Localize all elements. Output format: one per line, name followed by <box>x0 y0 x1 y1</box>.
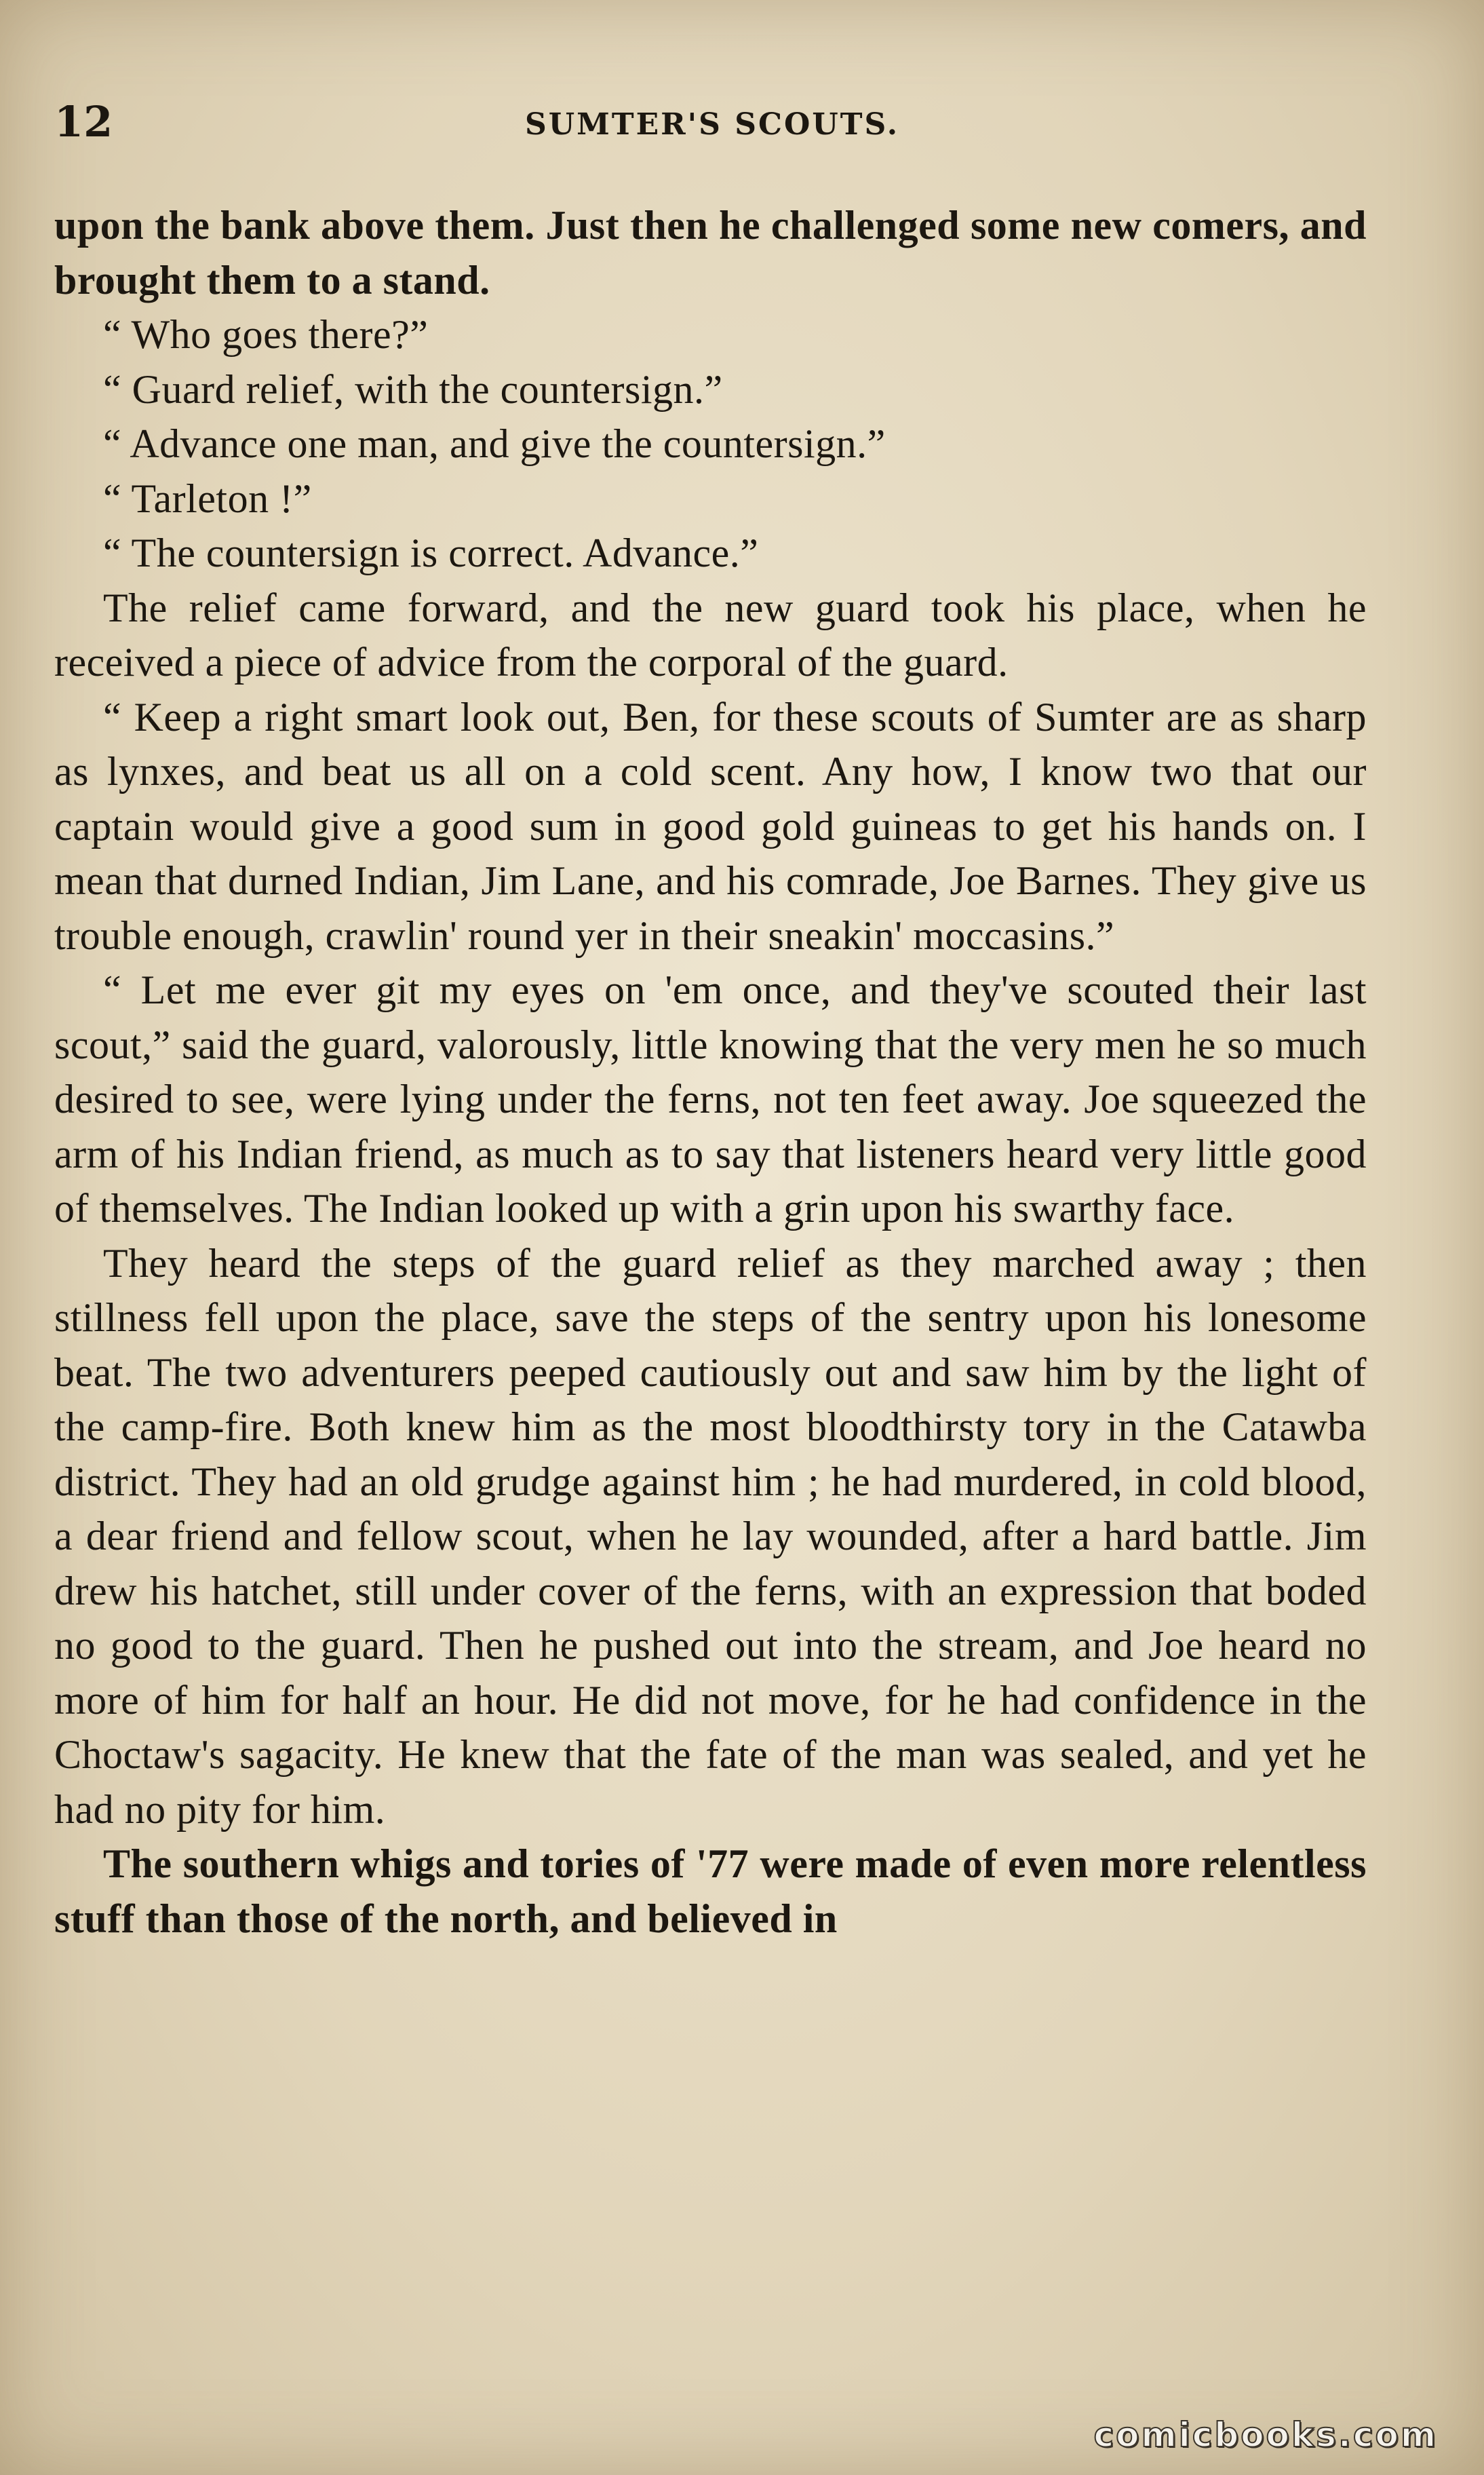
paragraph-6: “ The countersign is correct. Advance.” <box>103 531 759 575</box>
paragraph-9: “ Let me ever git my eyes on 'em once, and they've scouted their last scout,” said the guard, valorously, little knowing that the very men he so much desired to see, were lying under the ferns, not ten feet away. Joe squeezed the arm of his Indian friend, as much as to say that listeners heard very little good of themselves. The Indian looked up with a grin upon his swarthy face. <box>54 967 1367 1231</box>
site-watermark: comicbooks.com <box>1093 2415 1438 2455</box>
paragraph-2: “ Who goes there?” <box>103 312 429 357</box>
paragraph-10: They heard the steps of the guard relief as they marched away ; then stillness fell upon the place, save the steps of the sentry upon his lonesome beat. The two adventurers peeped cautiously out and saw him by the light of the camp-fire. Both knew him as the most bloodthirsty tory in the Catawba district. They had an old grudge against him ; he had murdered, in cold blood, a dear friend and fellow scout, when he lay wounded, after a hard battle. Jim drew his hatchet, still under cover of the ferns, with an expression that boded no good to the guard. Then he pushed out into the stream, and Joe heard no more of him for half an hour. He did not move, for he had confidence in the Choctaw's sagacity. He knew that the fate of the man was sealed, and yet he had no pity for him. <box>54 1240 1367 1832</box>
body-text <box>54 198 1367 1946</box>
page-number: 12 <box>54 97 113 147</box>
paragraph-3: “ Guard relief, with the countersign.” <box>103 366 723 412</box>
running-head: SUMTER'S SCOUTS. <box>524 107 900 142</box>
paragraph-11: The southern whigs and tories of '77 were made of even more relentless stuff than those of the north, and believed in <box>54 1841 1367 1941</box>
paragraph-7: The relief came forward, and the new guard took his place, when he received a piece of advice from the corporal of the guard. <box>54 585 1367 685</box>
paragraph-1: upon the bank above them. Just then he challenged some new comers, and brought them to a stand. <box>54 203 1367 303</box>
paragraph-4: “ Advance one man, and give the countersign.” <box>103 421 886 466</box>
page-header <box>54 95 1370 149</box>
paragraph-8: “ Keep a right smart look out, Ben, for these scouts of Sumter are as sharp as lynxes, and beat us all on a cold scent. Any how, I know two that our captain would give a good sum in good gold guineas to get his hands on. I mean that durned Indian, Jim Lane, and his comrade, Joe Barnes. They give us trouble enough, crawlin' round yer in their sneakin' moccasins.” <box>54 694 1367 958</box>
paragraph-5: “ Tarleton !” <box>103 476 312 521</box>
